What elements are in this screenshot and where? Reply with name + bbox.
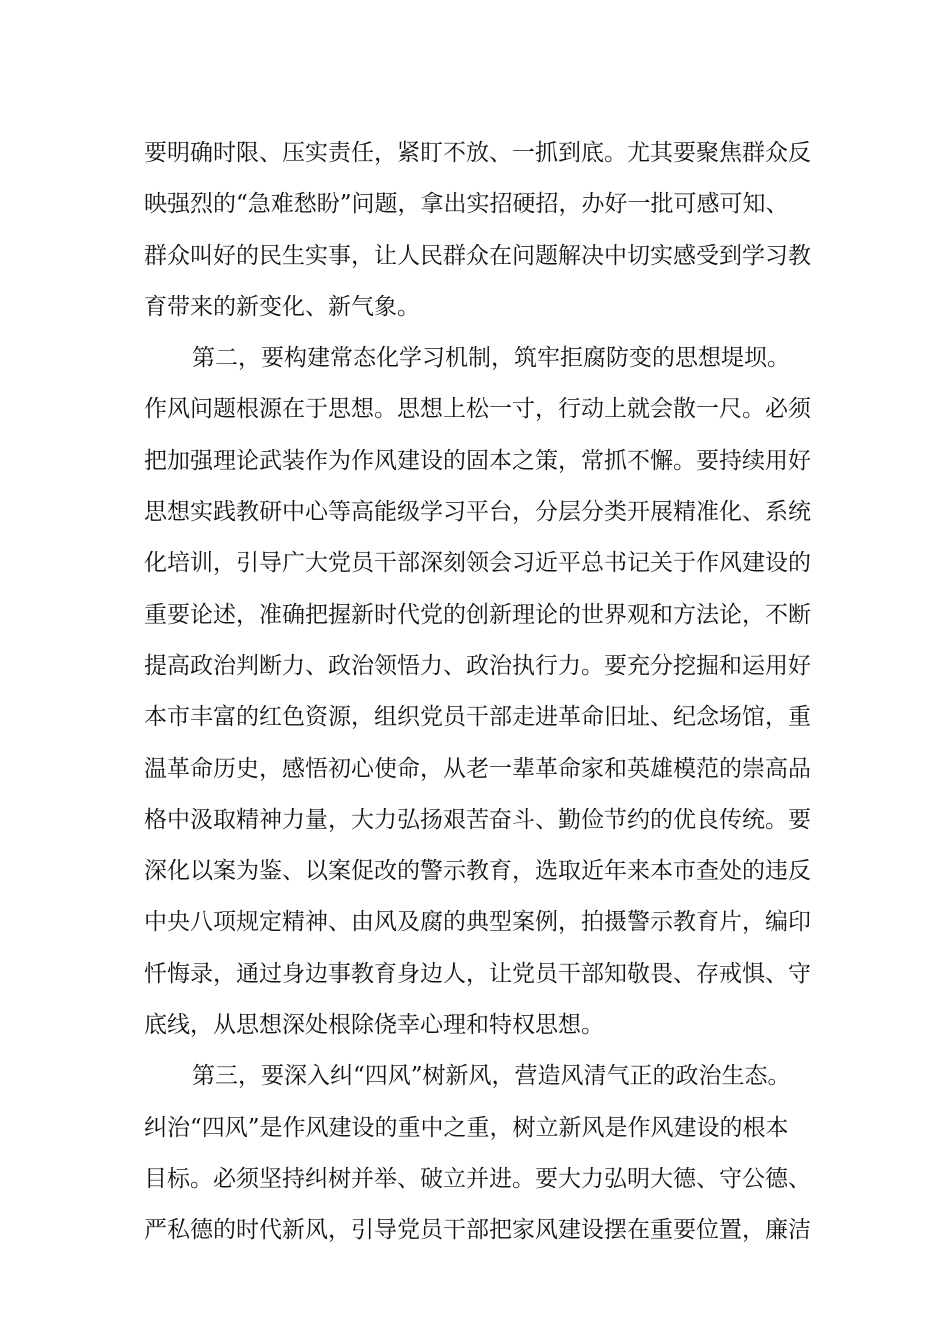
text-line: 温革命历史，感悟初心使命，从老一辈革命家和英雄模范的崇高品 xyxy=(144,755,811,782)
text-line: 忏悔录，通过身边事教育身边人，让党员干部知敬畏、存戒惧、守 xyxy=(144,960,811,987)
text-line: 思想实践教研中心等高能级学习平台，分层分类开展精准化、系统 xyxy=(144,499,811,526)
text-line: 作风问题根源在于思想。思想上松一寸，行动上就会散一尺。必须 xyxy=(144,396,811,423)
text-line: 中央八项规定精神、由风及腐的典型案例，拍摄警示教育片，编印 xyxy=(144,909,811,936)
text-line: 深化以案为鉴、以案促改的警示教育，选取近年来本市查处的违反 xyxy=(144,858,811,885)
paragraph-heading-line: 第二，要构建常态化学习机制，筑牢拒腐防变的思想堤坝。 xyxy=(192,345,790,372)
text-line: 纠治“四风”是作风建设的重中之重，树立新风是作风建设的根本 xyxy=(144,1114,789,1141)
document-body xyxy=(144,128,812,1257)
text-line: 本市丰富的红色资源，组织党员干部走进革命旧址、纪念场馆，重 xyxy=(144,704,811,731)
text-line: 群众叫好的民生实事，让人民群众在问题解决中切实感受到学习教 xyxy=(144,242,811,269)
text-line: 目标。必须坚持纠树并举、破立并进。要大力弘明大德、守公德、 xyxy=(144,1165,811,1192)
text-line: 重要论述，准确把握新时代党的创新理论的世界观和方法论，不断 xyxy=(144,601,811,628)
text-line: 格中汲取精神力量，大力弘扬艰苦奋斗、勤俭节约的优良传统。要 xyxy=(144,806,811,833)
text-line: 化培训，引导广大党员干部深刻领会习近平总书记关于作风建设的 xyxy=(144,550,811,577)
text-line: 要明确时限、压实责任，紧盯不放、一抓到底。尤其要聚焦群众反 xyxy=(144,140,811,166)
text-line: 底线，从思想深处根除侥幸心理和特权思想。 xyxy=(144,1012,604,1039)
text-line: 把加强理论武装作为作风建设的固本之策，常抓不懈。要持续用好 xyxy=(144,447,811,474)
paragraph-heading-line: 第三，要深入纠“四风”树新风，营造风清气正的政治生态。 xyxy=(192,1063,791,1090)
text-line: 映强烈的“急难愁盼”问题，拿出实招硬招，办好一批可感可知、 xyxy=(144,191,789,218)
text-line: 提高政治判断力、政治领悟力、政治执行力。要充分挖掘和运用好 xyxy=(144,652,811,679)
text-line: 育带来的新变化、新气象。 xyxy=(144,293,420,320)
text-line: 严私德的时代新风，引导党员干部把家风建设摆在重要位置，廉洁 xyxy=(144,1217,811,1244)
